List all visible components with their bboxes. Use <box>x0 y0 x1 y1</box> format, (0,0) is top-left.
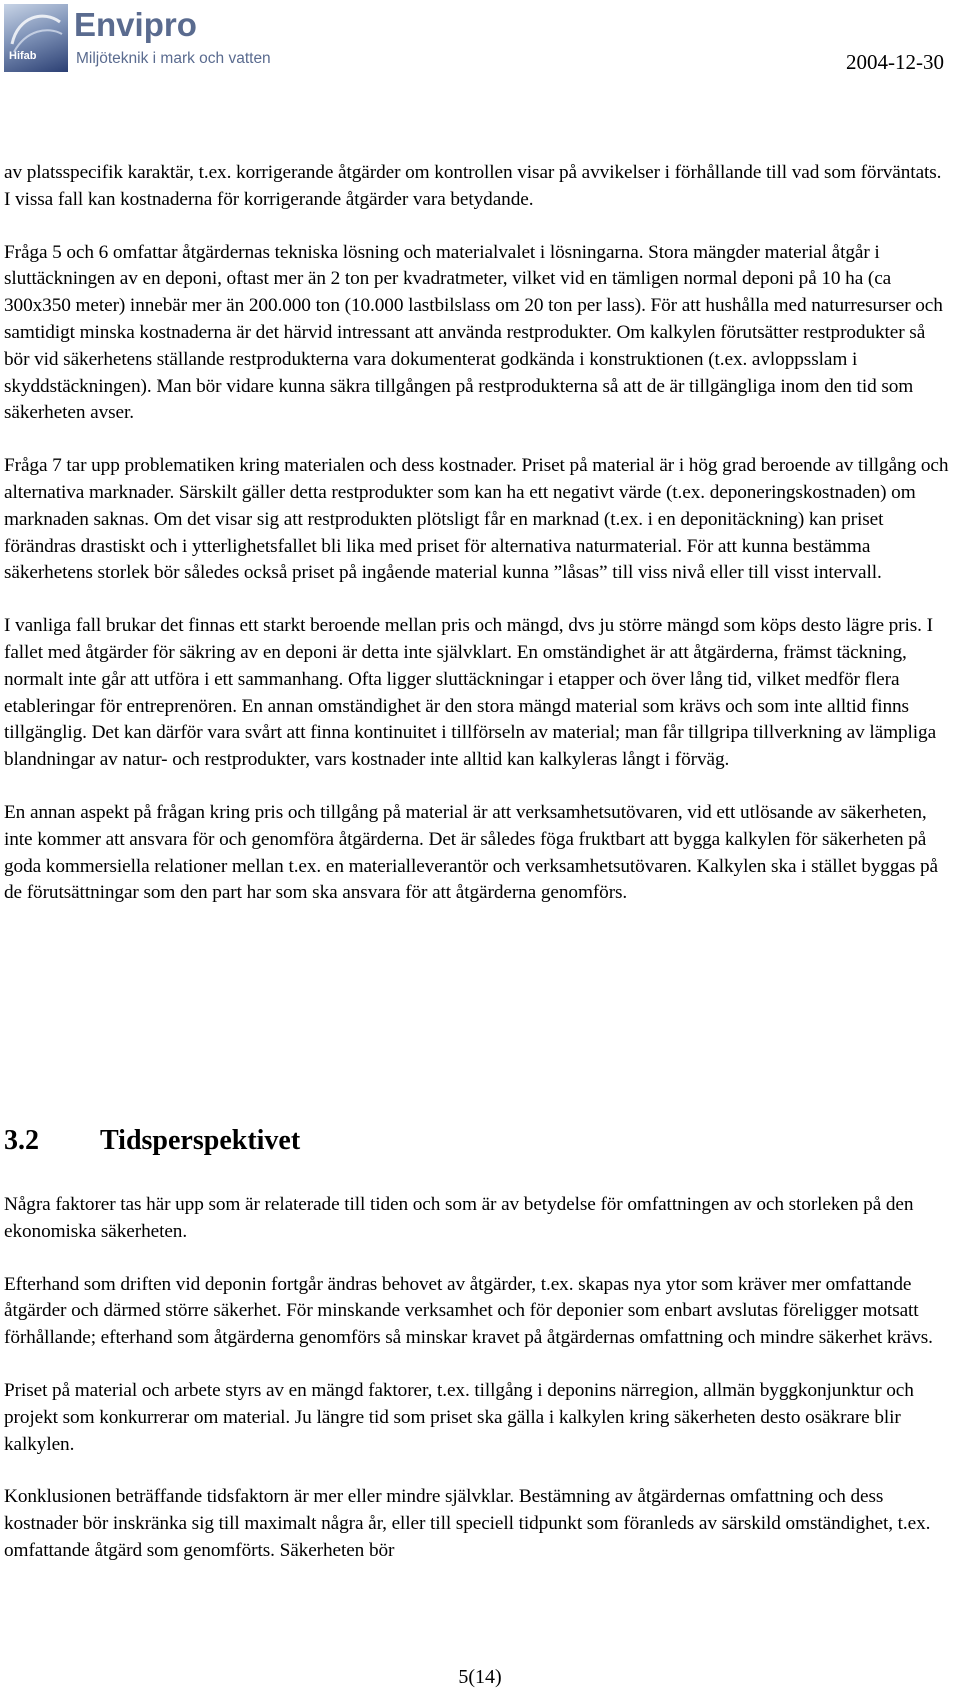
section-number: 3.2 <box>4 1125 39 1156</box>
section-body <box>4 1192 952 1565</box>
logo-name: Envipro <box>74 6 197 43</box>
company-logo <box>4 4 304 72</box>
paragraph: Konklusionen beträffande tidsfaktorn är mer eller mindre självklar. Bestämning av åtgärdernas omfattning och dess kostnader bör inskränka sig till maximalt några år, eller till speciell tidpunkt som föranleds av särskild omständighet, t.ex. omfattande åtgärd som genomförts. Säkerheten bör <box>4 1486 931 1561</box>
page-header <box>0 0 960 90</box>
paragraph: En annan aspekt på frågan kring pris och tillgång på material är att verksamhetsutövaren, vid ett utlösande av säkerheten, inte kommer att ansvara för och genomföra åtgärderna. Det är således föga fruktbart att bygga kalkylen för säkerheten på goda kommersiella relationer mellan t.ex. en materialleverantör och verksamhetsutövaren. Kalkylen ska i stället byggas på de förutsättningar som den part har som ska ansvara för att åtgärderna genomförs. <box>4 801 938 904</box>
body-text <box>4 160 952 907</box>
paragraph: Några faktorer tas här upp som är relaterade till tiden och som är av betydelse för omfattningen av och storleken på den ekonomiska säkerheten. <box>4 1194 914 1242</box>
document-date: 2004-12-30 <box>846 50 944 74</box>
paragraph: Fråga 5 och 6 omfattar åtgärdernas tekniska lösning och materialvalet i lösningarna. Stora mängder material åtgår i sluttäckningen av en deponi, oftast mer än 2 ton per kvadratmeter, vilket vid en tämligen normal deponi på 10 ha (ca 300x350 meter) innebär mer än 200.000 ton (10.000 lastbilslass om 20 ton per lass). För att hushålla med naturresurser och samtidigt minska kostnaderna är det härvid intressant att använda restprodukter. Om kalkylen förutsätter restprodukter så bör vid säkerhetens ställande restprodukterna vara dokumenterat godkända i konstruktionen (t.ex. avloppsslam i skyddstäckningen). Man bör vidare kunna säkra tillgången på restprodukterna så att de är tillgängliga inom den tid som säkerheten avser. <box>4 241 943 424</box>
paragraph: Fråga 7 tar upp problematiken kring materialen och dess kostnader. Priset på material är i hög grad beroende av tillgång och alternativa marknader. Särskilt gäller detta restprodukter som kan ha ett negativt värde (t.ex. deponeringskostnaden) om marknaden saknas. Om det visar sig att restprodukten plötsligt får en marknad (t.ex. i en deponitäckning) kan priset förändras drastiskt och i ytterlighetsfallet bli lika med priset för alternativa naturmaterial. För att kunna bestämma säkerhetens storlek bör således också priset på ingående material kunna ”låsas” till viss nivå eller till visst intervall. <box>4 455 949 584</box>
paragraph: Efterhand som driften vid deponin fortgår ändras behovet av åtgärder, t.ex. skapas nya ytor som kräver mer omfattande åtgärder och därmed större säkerhet. För minskande verksamhet och för deponier som enbart avslutas föreligger motsatt förhållande; efterhand som åtgärderna genomförs så minskar kravet på åtgärdernas omfattning och mindre säkerhet krävs. <box>4 1273 933 1349</box>
page-number: 5(14) <box>458 1666 502 1688</box>
logo-emblem <box>4 4 68 72</box>
section-heading <box>4 1125 300 1157</box>
section-title: Tidsperspektivet <box>100 1125 301 1156</box>
paragraph: Priset på material och arbete styrs av en mängd faktorer, t.ex. tillgång i deponins närregion, allmän byggkonjunktur och projekt som konkurrerar om material. Ju längre tid som priset ska gälla i kalkylen kring säkerheten desto osäkrare blir kalkylen. <box>4 1379 914 1455</box>
paragraph: av platsspecifik karaktär, t.ex. korrigerande åtgärder om kontrollen visar på avvikelser i förhållande till vad som förväntats. I vissa fall kan kostnaderna för korrigerande åtgärder vara betydande. <box>4 162 942 210</box>
logo-badge: Hifab <box>9 50 37 62</box>
logo-tagline: Miljöteknik i mark och vatten <box>76 50 271 67</box>
paragraph: I vanliga fall brukar det finnas ett starkt beroende mellan pris och mängd, dvs ju större mängd som köps desto lägre pris. I fallet med åtgärder för säkring av en deponi är detta inte självklart. En omständighet är att åtgärderna, främst täckning, normalt inte går att utföra i ett sammanhang. Ofta ligger sluttäckningar i etapper och över lång tid, vilket medför flera etableringar för entreprenören. En annan omständighet är den stora mängd material som krävs och som inte alltid finns tillgänglig. Det kan därför vara svårt att finna kontinuitet i tillförseln av material; man får tillgripa tillverkning av lämpliga blandningar av natur- och restprodukter, vars kostnader inte alltid kan kalkyleras långt i förväg. <box>4 615 937 771</box>
